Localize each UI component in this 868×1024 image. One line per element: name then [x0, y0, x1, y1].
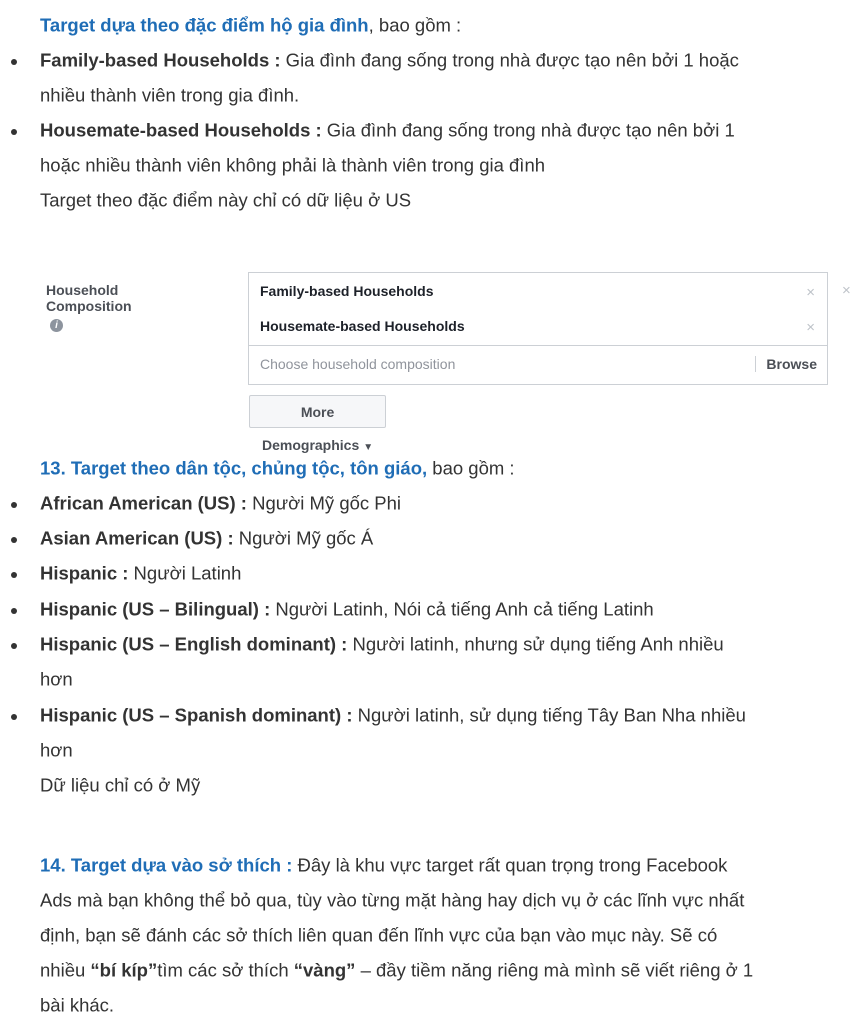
- list-item: [40, 486, 401, 521]
- paragraph-text: Ads mà bạn không thể bỏ qua, tùy vào từng mặt hàng hay dịch vụ ở các lĩnh vực nhất: [40, 889, 745, 911]
- item-label: Family-based Households :: [40, 49, 281, 71]
- item-text-cont: hơn: [40, 668, 73, 690]
- list-item: [40, 698, 746, 733]
- item-label: Hispanic (US – Spanish dominant) :: [40, 704, 353, 726]
- heading-text: 13. Target theo dân tộc, chủng tộc, tôn giáo,: [40, 457, 428, 479]
- list-item: [40, 556, 241, 591]
- item-label: Hispanic (US – Bilingual) :: [40, 598, 271, 620]
- item-text-cont: hoặc nhiều thành viên không phải là thành viên trong gia đình: [40, 154, 546, 176]
- bullet-icon: [11, 129, 17, 135]
- section-13-heading: [40, 451, 515, 486]
- bullet-icon: [11, 537, 17, 543]
- heading-text: Target dựa theo đặc điểm hộ gia đình: [40, 14, 369, 36]
- list-item: [40, 521, 373, 556]
- field-label: [46, 282, 132, 332]
- item-text: Người Mỹ gốc Phi: [246, 492, 402, 514]
- section-14-line: [40, 848, 727, 883]
- item-text-cont: hơn: [40, 739, 73, 761]
- list-item: [40, 43, 739, 78]
- item-text: Gia đình đang sống trong nhà được tạo nên bởi 1: [321, 119, 735, 141]
- item-label: Hispanic :: [40, 562, 129, 584]
- list-item: [40, 113, 735, 148]
- paragraph-text: – đầy tiềm năng riêng mà mình sẽ viết riêng ở 1: [355, 959, 754, 981]
- list-item: [40, 627, 724, 662]
- bold-text: “vàng”: [293, 959, 356, 981]
- paragraph-text: nhiều: [40, 959, 91, 981]
- bullet-icon: [11, 502, 17, 508]
- item-label: African American (US) :: [40, 492, 247, 514]
- paragraph-text: Đây là khu vực target rất quan trọng trong Facebook: [292, 854, 728, 876]
- item-text: Người latinh, nhưng sử dụng tiếng Anh nhiều: [347, 633, 724, 655]
- browse-button[interactable]: Browse: [755, 356, 817, 372]
- search-placeholder[interactable]: Choose household composition: [260, 356, 456, 372]
- bold-text: “bí kíp”: [90, 959, 158, 981]
- bullet-icon: [11, 714, 17, 720]
- bullet-icon: [11, 608, 17, 614]
- paragraph-text: bài khác.: [40, 994, 115, 1016]
- item-text: Người Latinh: [128, 562, 242, 584]
- info-icon[interactable]: i: [50, 319, 63, 332]
- token-housemate-based: Housemate-based Households: [260, 318, 465, 334]
- item-text: Người Mỹ gốc Á: [233, 527, 374, 549]
- remove-token-icon[interactable]: ×: [806, 319, 815, 336]
- caret-down-icon: ▼: [363, 442, 374, 453]
- paragraph-line: [40, 953, 753, 988]
- item-text: Người Latinh, Nói cả tiếng Anh cả tiếng Latinh: [270, 598, 654, 620]
- remove-field-icon[interactable]: ×: [842, 282, 851, 299]
- divider: [249, 345, 827, 346]
- list-item: [40, 592, 654, 627]
- household-composition-input[interactable]: [248, 272, 828, 385]
- section-12-note: Target theo đặc điểm này chỉ có dữ liệu ở US: [40, 189, 412, 211]
- heading-text: 14. Target dựa vào sở thích :: [40, 854, 293, 876]
- button-label: More Demographics: [262, 404, 360, 453]
- bullet-icon: [11, 59, 17, 65]
- item-label: Hispanic (US – English dominant) :: [40, 633, 348, 655]
- field-label-text: Household Composition: [46, 282, 132, 314]
- item-text-cont: nhiều thành viên trong gia đình.: [40, 84, 300, 106]
- section-13-note: Dữ liệu chỉ có ở Mỹ: [40, 774, 201, 796]
- item-label: Housemate-based Households :: [40, 119, 322, 141]
- heading-suffix: bao gồm :: [427, 457, 515, 479]
- token-family-based: Family-based Households: [260, 283, 434, 299]
- item-text: Người latinh, sử dụng tiếng Tây Ban Nha nhiều: [352, 704, 746, 726]
- remove-token-icon[interactable]: ×: [806, 284, 815, 301]
- section-12-heading: [40, 8, 461, 43]
- heading-suffix: , bao gồm :: [368, 14, 462, 36]
- bullet-icon: [11, 643, 17, 649]
- item-label: Asian American (US) :: [40, 527, 234, 549]
- item-text: Gia đình đang sống trong nhà được tạo nên bởi 1 hoặc: [280, 49, 739, 71]
- paragraph-text: định, bạn sẽ đánh các sở thích liên quan đến lĩnh vực của bạn vào mục này. Sẽ có: [40, 924, 718, 946]
- more-demographics-button[interactable]: [249, 395, 386, 453]
- paragraph-text: tìm các sở thích: [157, 959, 294, 981]
- bullet-icon: [11, 572, 17, 578]
